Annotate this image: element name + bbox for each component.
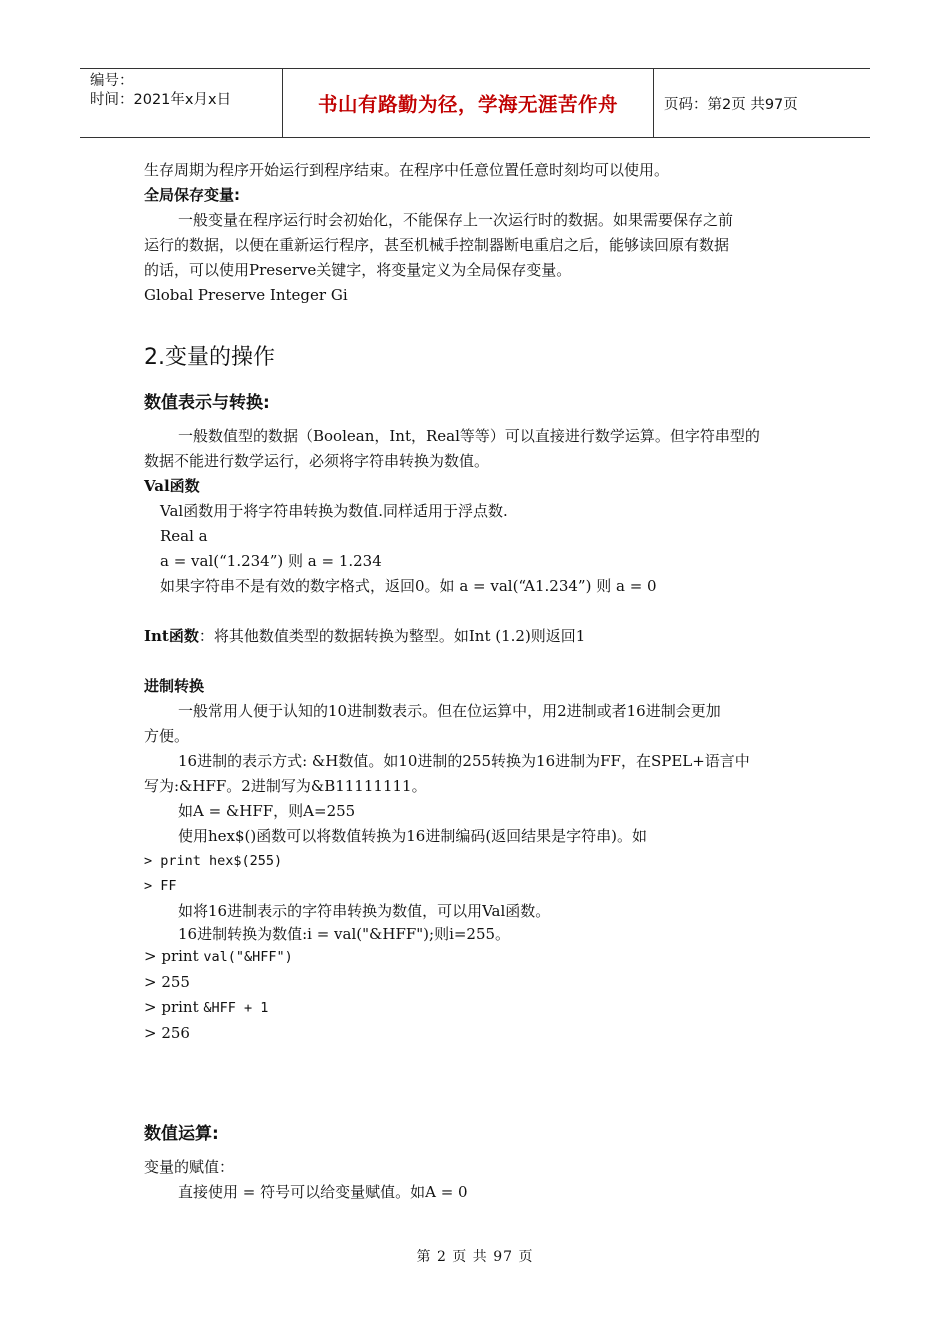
code-expression: &HFF + 1 [203,1000,269,1016]
paragraph-line: 生存周期为程序开始运行到程序结束。在程序中任意位置任意时刻均可以使用。 [144,161,670,179]
code-prompt: > print [144,998,204,1016]
code-line: > 255 [144,973,190,991]
page-footer: 第 2 页 共 97 页 [416,1249,534,1265]
section-heading-arithmetic: 数值运算: [144,1124,219,1144]
paragraph-line: 一般变量在程序运行时会初始化，不能保存上一次运行时的数据。如果需要保存之前 [178,211,734,229]
paragraph-line: 方便。 [144,727,190,745]
code-line [144,944,814,970]
paragraph-line: 写为:&HFF。2进制写为&B11111111。 [144,777,427,795]
paragraph-line: 16进制转换为数值:i = val("&HFF");则i=255。 [178,925,511,943]
code-line: > 256 [144,1024,190,1042]
header-left-cell [80,69,282,137]
document-body [144,158,814,1205]
section-heading-numeric-conversion: 数值表示与转换: [144,393,270,413]
paragraph-line: 16进制的表示方式: &H数值。如10进制的255转换为16进制为FF，在SPEL+语言中 [178,752,750,770]
subheading-global-preserve: 全局保存变量: [144,186,240,204]
paragraph-line: 使用hex$()函数可以将数值转换为16进制编码(返回结果是字符串)。如 [178,827,648,845]
paragraph-line: Val函数用于将字符串转换为数值.同样适用于浮点数. [160,502,508,520]
code-line [144,995,814,1021]
paragraph-line: 变量的赋值： [144,1158,235,1176]
code-line: a = val(“1.234”) 则 a = 1.234 [160,552,382,570]
paragraph-line: 一般数值型的数据（Boolean，Int，Real等等）可以直接进行数学运算。但字符串型的 [178,427,760,445]
document-date-label: 时间：2021年x月x日 [90,92,232,108]
paragraph-line: 如A = &HFF，则A=255 [178,802,356,820]
paragraph-line: 如将16进制表示的字符串转换为数值，可以用Val函数。 [178,902,551,920]
subheading-base-conversion: 进制转换 [144,677,205,695]
document-number-label: 编号： [90,73,134,89]
paragraph-line: 运行的数据，以便在重新运行程序，甚至机械手控制器断电重启之后，能够读回原有数据 [144,236,730,254]
code-line: Real a [160,527,208,545]
page-header [80,68,870,138]
paragraph-line: 直接使用 = 符号可以给变量赋值。如A = 0 [178,1183,468,1201]
header-page-number: 页码：第2页 共97页 [664,96,798,113]
section-heading-variable-operations: 2.变量的操作 [144,345,275,370]
code-expression: val("&HFF") [203,949,293,965]
paragraph-line: 如果字符串不是有效的数字格式，返回0。如 a = val(“A1.234”) 则 a = 0 [160,577,657,595]
code-line: > print hex$(255) [144,853,283,869]
code-line: > FF [144,878,177,894]
int-function-label: Int函数 [144,627,199,645]
subheading-val-function: Val函数 [144,477,200,495]
paragraph-int-function [144,624,814,649]
header-motto: 书山有路勤为径，学海无涯苦作舟 [282,69,654,137]
int-function-text: ：将其他数值类型的数据转换为整型。如Int (1.2)则返回1 [198,627,586,645]
code-prompt: > print [144,947,204,965]
paragraph-line: 数据不能进行数学运行，必须将字符串转换为数值。 [144,452,490,470]
paragraph-line: 一般常用人便于认知的10进制数表示。但在位运算中，用2进制或者16进制会更加 [178,702,721,720]
paragraph-line: 的话，可以使用Preserve关键字，将变量定义为全局保存变量。 [144,261,572,279]
code-line: Global Preserve Integer Gi [144,286,348,304]
